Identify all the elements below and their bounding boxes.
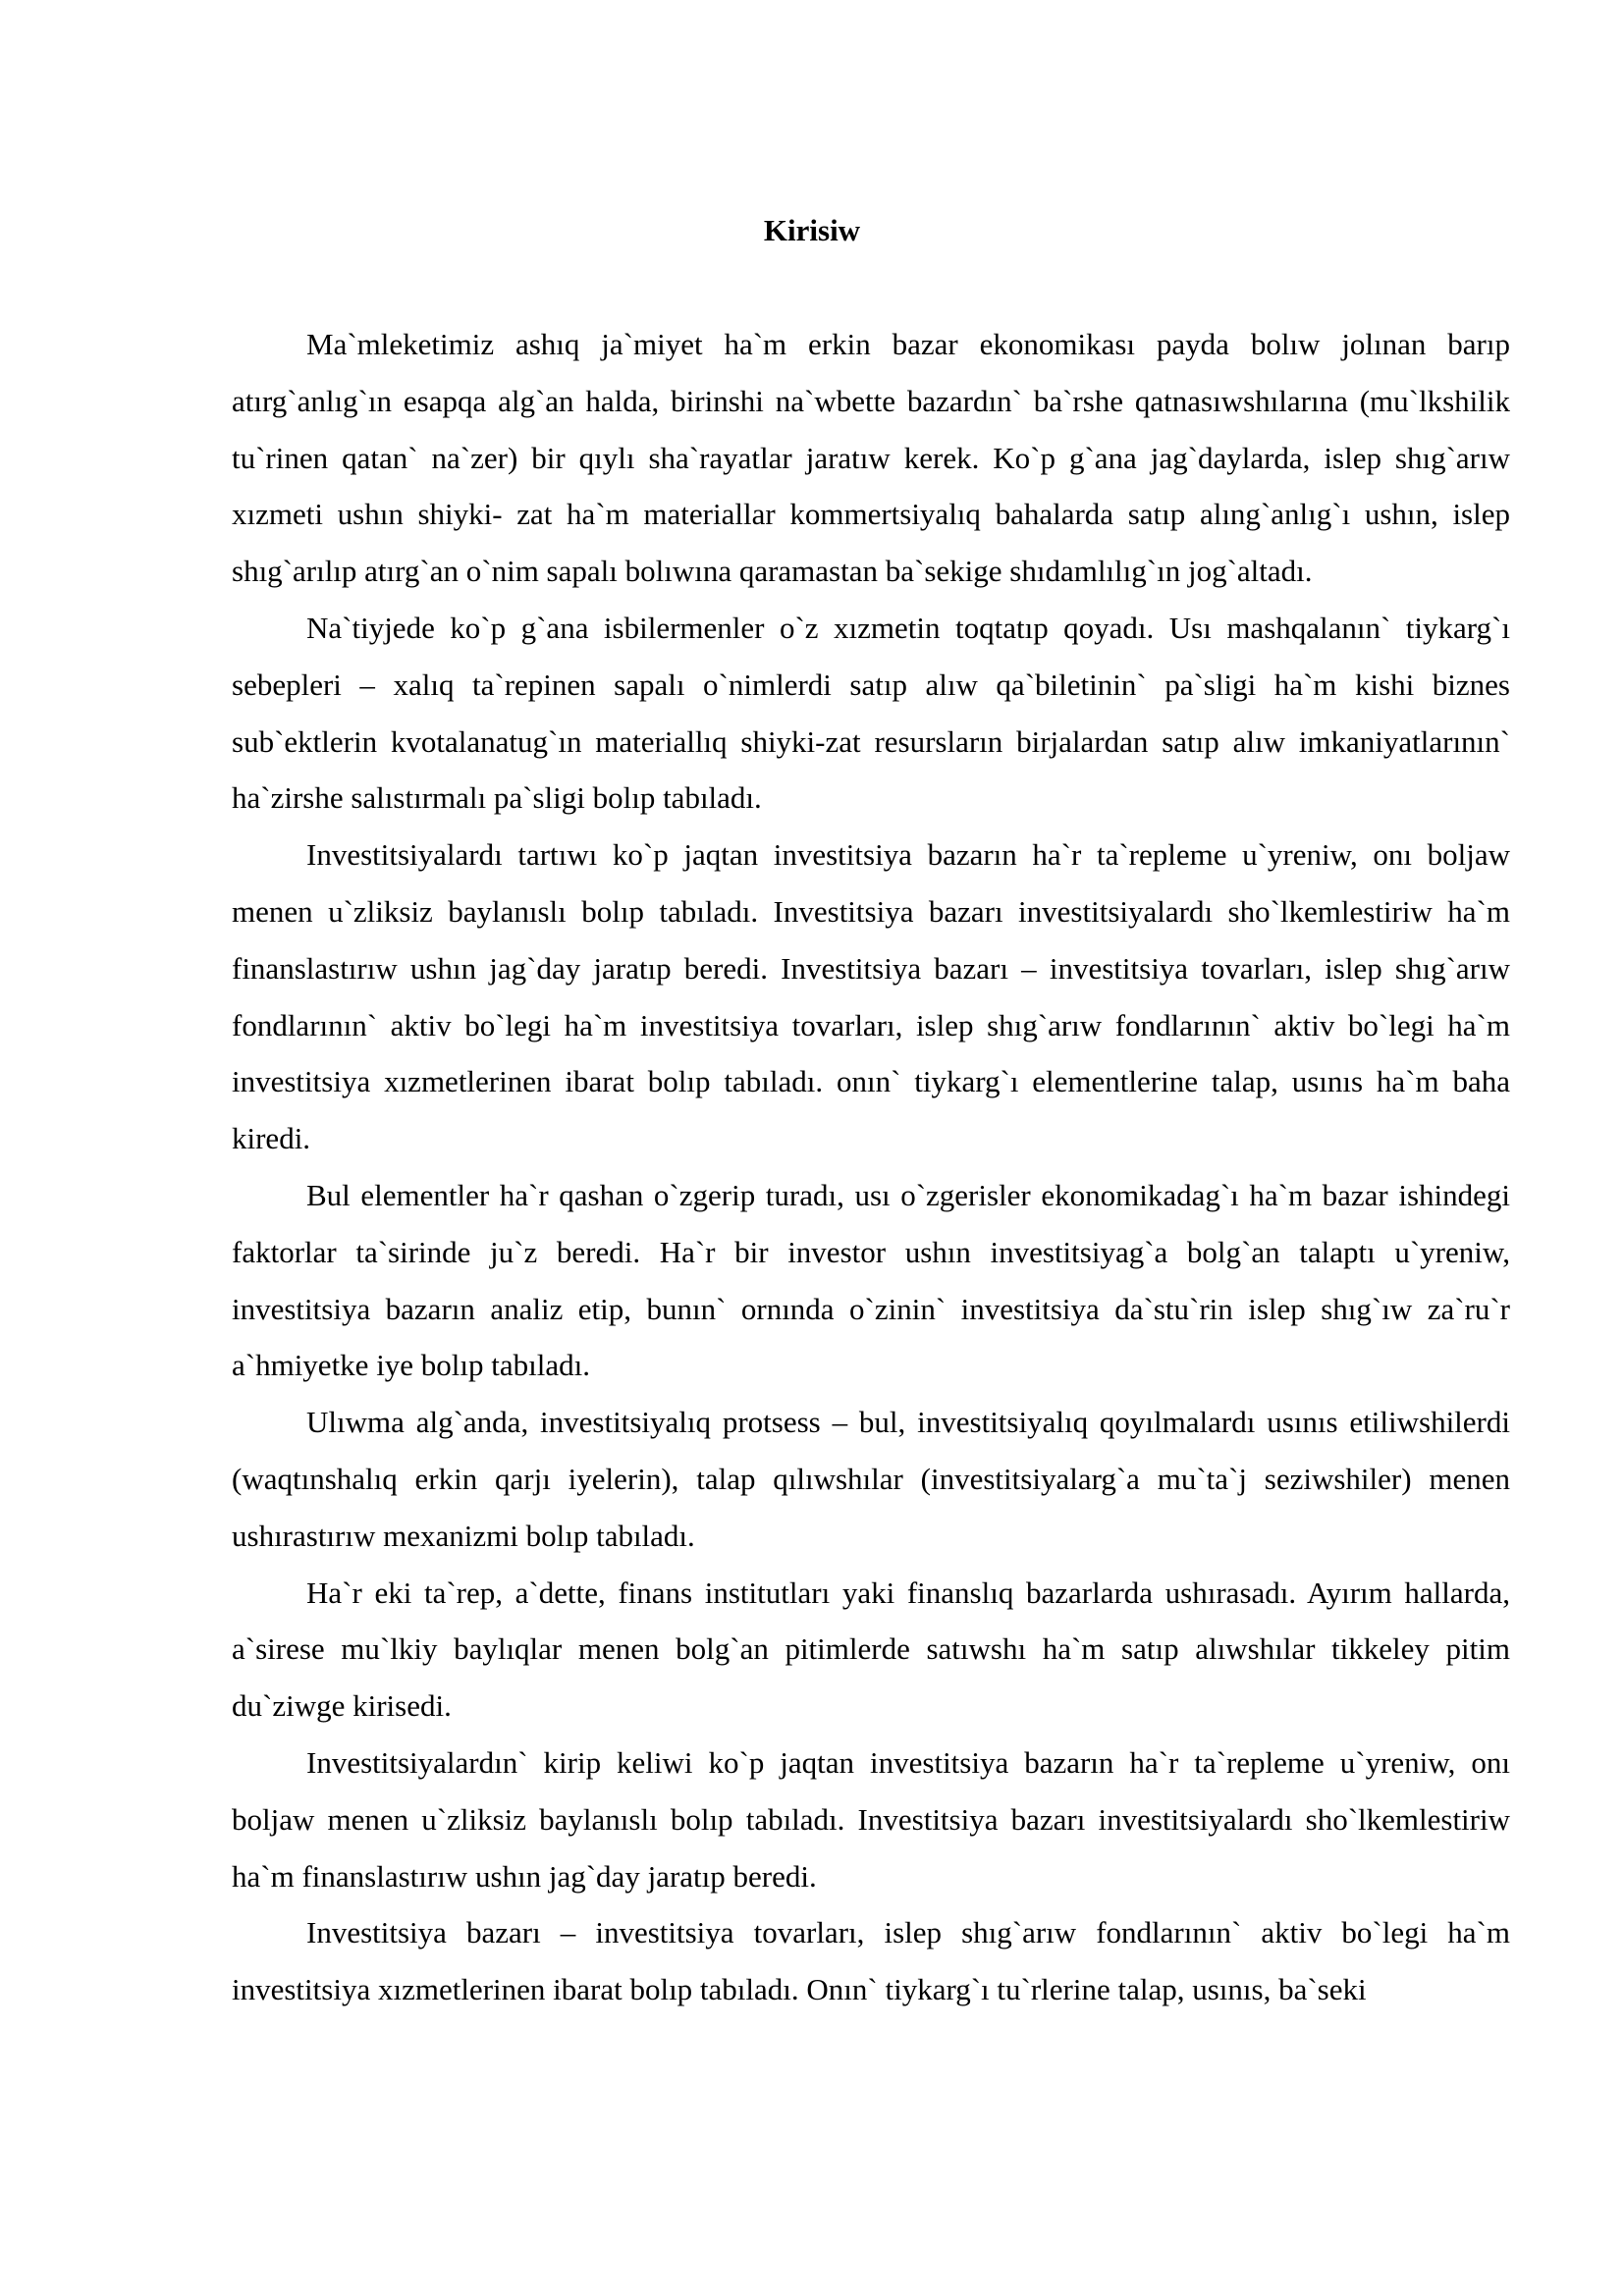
page-title: Kirisiw xyxy=(763,213,861,247)
paragraph-5: Ulıwma alg`anda, investitsiyalıq protsess – bul, investitsiyalıq qoyılmalardı usınıs etiliwshilerdi (waqtınshalıq erkin qarjı iyelerin), talap qılıwshılar (investitsiyalarg`a mu`ta`j seziwshiler) menen ushırastırıw mexanizmi bolıp tabıladı. xyxy=(232,1405,1510,1553)
paragraph-4: Bul elementler ha`r qashan o`zgerip turadı, usı o`zgerisler ekonomikadag`ı ha`m bazar ishindegi faktorlar ta`sirinde ju`z beredi. Ha`r bir investor ushın investitsiyag`a bolg`an talaptı u`yreniw, investitsiya bazarın analiz etip, bunın` ornında o`zinin` investitsiya da`stu`rin islep shıg`ıw za`ru`r a`hmiyetke iye bolıp tabıladı. xyxy=(232,1177,1510,1383)
document-body xyxy=(232,316,1510,2018)
paragraph-6: Ha`r eki ta`rep, a`dette, finans institutları yaki finanslıq bazarlarda ushırasadı. Ayırım hallarda, a`sirese mu`lkiy baylıqlar menen bolg`an pitimlerde satıwshı ha`m satıp alıwshılar tikkeley pitim du`ziwge kirisedi. xyxy=(232,1575,1510,1724)
paragraph-1: Ma`mleketimiz ashıq ja`miyet ha`m erkin bazar ekonomikası payda bolıw jolınan barıp atırg`anlıg`ın esapqa alg`an halda, birinshi na`wbette bazardın` ba`rshe qatnasıwshılarına (mu`lkshilik tu`rinen qatan` na`zer) bir qıylı sha`rayatlar jaratıw kerek. Ko`p g`ana jag`daylarda, islep shıg`arıw xızmeti ushın shiyki- zat ha`m materiallar kommertsiyalıq bahalarda satıp alıng`anlıg`ı ushın, islep shıg`arılıp atırg`an o`nim sapalı bolıwına qaramastan ba`sekige shıdamlılıg`ın jog`altadı. xyxy=(232,327,1510,589)
paragraph-2: Na`tiyjede ko`p g`ana isbilermenler o`z xızmetin toqtatıp qoyadı. Usı mashqalanın` tiykarg`ı sebepleri – xalıq ta`repinen sapalı o`nimlerdi satıp alıw qa`biletinin` pa`sligi ha`m kishi biznes sub`ektlerin kvotalanatug`ın materiallıq shiyki-zat resursların birjalardan satıp alıw imkaniyatlarının` ha`zirshe salıstırmalı pa`sligi bolıp tabıladı. xyxy=(232,610,1510,816)
paragraph-3: Investitsiyalardı tartıwı ko`p jaqtan investitsiya bazarın ha`r ta`repleme u`yreniw, onı boljaw menen u`zliksiz baylanıslı bolıp tabıladı. Investitsiya bazarı investitsiyalardı sho`lkemlestiriw ha`m finanslastırıw ushın jag`day jaratıp beredi. Investitsiya bazarı – investitsiya tovarları, islep shıg`arıw fondlarının` aktiv bo`legi ha`m investitsiya tovarları, islep shıg`arıw fondlarının` aktiv bo`legi ha`m investitsiya xızmetlerinen ibarat bolıp tabıladı. onın` tiykarg`ı elementlerine talap, usınıs ha`m baha kiredi. xyxy=(232,837,1510,1156)
paragraph-8: Investitsiya bazarı – investitsiya tovarları, islep shıg`arıw fondlarının` aktiv bo`legi ha`m investitsiya xızmetlerinen ibarat bolıp tabıladı. Onın` tiykarg`ı tu`rlerine talap, usınıs, ba`seki xyxy=(232,1915,1510,2007)
paragraph-7: Investitsiyalardın` kirip keliwi ko`p jaqtan investitsiya bazarın ha`r ta`repleme u`yreniw, onı boljaw menen u`zliksiz baylanıslı bolıp tabıladı. Investitsiya bazarı investitsiyalardı sho`lkemlestiriw ha`m finanslastırıw ushın jag`day jaratıp beredi. xyxy=(232,1744,1510,1894)
